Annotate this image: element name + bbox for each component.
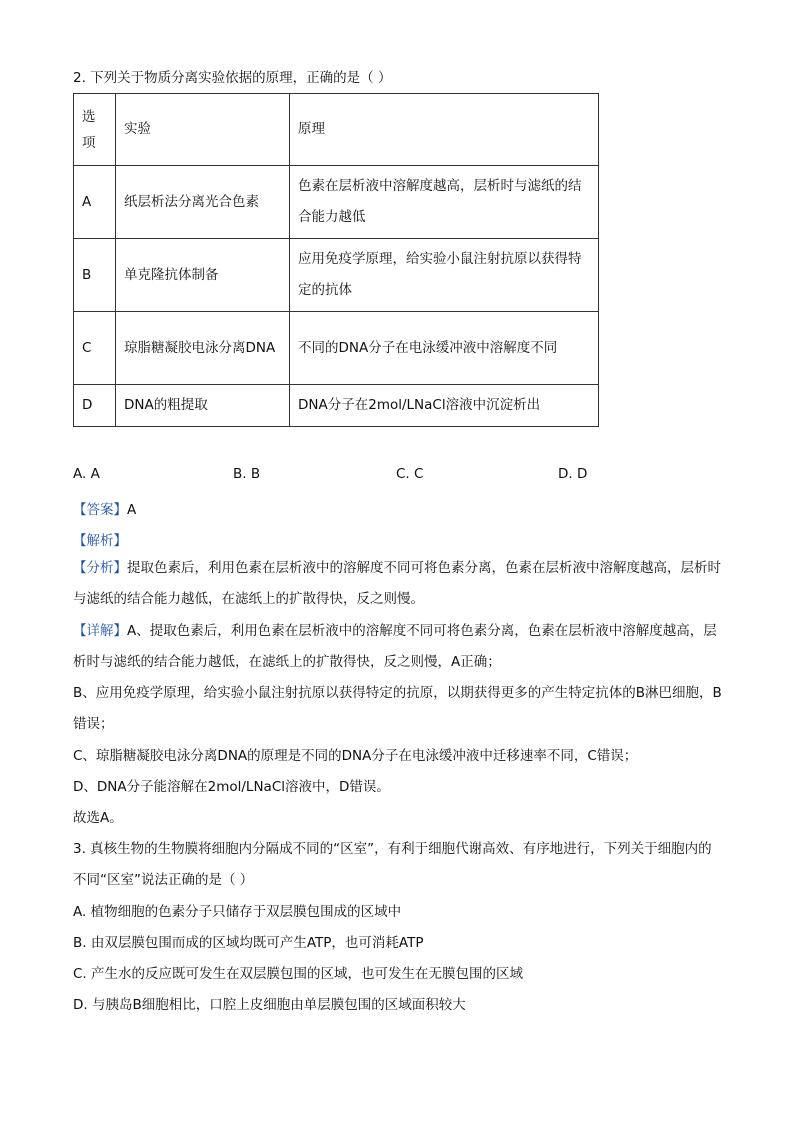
- choice-d[interactable]: D. D: [558, 466, 588, 482]
- xiangjie-b: B、应用免疫学原理，给实验小鼠注射抗原以获得特定的抗原，以期获得更多的产生特定抗体的B淋巴细胞，B错误；: [73, 685, 722, 732]
- table-row: [74, 166, 599, 239]
- row-principle: 不同的DNA分子在电泳缓冲液中溶解度不同: [290, 312, 599, 385]
- table-header-row: [74, 94, 599, 166]
- row-principle: DNA分子在2mol/LNaCl溶液中沉淀析出: [290, 385, 599, 427]
- row-experiment: DNA的粗提取: [116, 385, 290, 427]
- q3-option-a[interactable]: A. 植物细胞的色素分子只储存于双层膜包围成的区域中: [73, 904, 402, 920]
- q3-option-d[interactable]: D. 与胰岛B细胞相比，口腔上皮细胞由单层膜包围的区域面积较大: [73, 997, 466, 1013]
- table-row: [74, 312, 599, 385]
- row-experiment: 纸层析法分离光合色素: [116, 166, 290, 239]
- xiangjie-paragraph: [73, 616, 723, 678]
- row-principle: 色素在层析液中溶解度越高，层析时与滤纸的结合能力越低: [290, 166, 599, 239]
- row-principle: 应用免疫学原理，给实验小鼠注射抗原以获得特定的抗体: [290, 239, 599, 312]
- conclusion: 故选A。: [73, 810, 123, 826]
- header-experiment: 实验: [116, 94, 290, 166]
- xiangjie-c: C、琼脂糖凝胶电泳分离DNA的原理是不同的DNA分子在电泳缓冲液中迁移速率不同，C错误；: [73, 748, 638, 764]
- row-experiment: 琼脂糖凝胶电泳分离DNA: [116, 312, 290, 385]
- analysis-heading: [73, 529, 127, 549]
- xiangjie-label: 【详解】: [73, 623, 127, 639]
- fenxi-label: 【分析】: [73, 560, 127, 576]
- analysis-label: 【解析】: [73, 533, 127, 549]
- table-row: [74, 385, 599, 427]
- choice-b[interactable]: B. B: [233, 466, 261, 482]
- fenxi-text: 提取色素后，利用色素在层析液中的溶解度不同可将色素分离，色素在层析液中溶解度越高，层析时与滤纸的结合能力越低，在滤纸上的扩散得快，反之则慢。: [73, 560, 721, 607]
- options-table: [73, 93, 599, 427]
- row-option: A: [74, 166, 116, 239]
- table-row: [74, 239, 599, 312]
- row-option: D: [74, 385, 116, 427]
- row-option: C: [74, 312, 116, 385]
- question-3-stem: 3. 真核生物的生物膜将细胞内分隔成不同的“区室”，有利于细胞代谢高效、有序地进行，下列关于细胞内的不同“区室”说法正确的是（ ）: [73, 841, 712, 888]
- header-principle: 原理: [290, 94, 599, 166]
- header-option: 选 项: [74, 94, 116, 166]
- row-experiment: 单克隆抗体制备: [116, 239, 290, 312]
- answer-line: [73, 498, 136, 518]
- xiangjie-d: D、DNA分子能溶解在2mol/LNaCl溶液中，D错误。: [73, 779, 390, 795]
- q3-option-b[interactable]: B. 由双层膜包围而成的区域均既可产生ATP，也可消耗ATP: [73, 935, 424, 951]
- question-2-stem: 2. 下列关于物质分离实验依据的原理，正确的是（ ）: [73, 70, 392, 86]
- xiangjie-a-text: A、提取色素后，利用色素在层析液中的溶解度不同可将色素分离，色素在层析液中溶解度越高，层析时与滤纸的结合能力越低，在滤纸上的扩散得快，反之则慢，A正确；: [73, 623, 717, 670]
- row-option: B: [74, 239, 116, 312]
- answer-value: A: [127, 502, 137, 518]
- fenxi-paragraph: [73, 553, 723, 615]
- q3-option-c[interactable]: C. 产生水的反应既可发生在双层膜包围的区域，也可发生在无膜包围的区域: [73, 966, 524, 982]
- answer-label: 【答案】: [73, 502, 127, 518]
- choice-a[interactable]: A. A: [73, 466, 100, 482]
- choice-c[interactable]: C. C: [396, 466, 424, 482]
